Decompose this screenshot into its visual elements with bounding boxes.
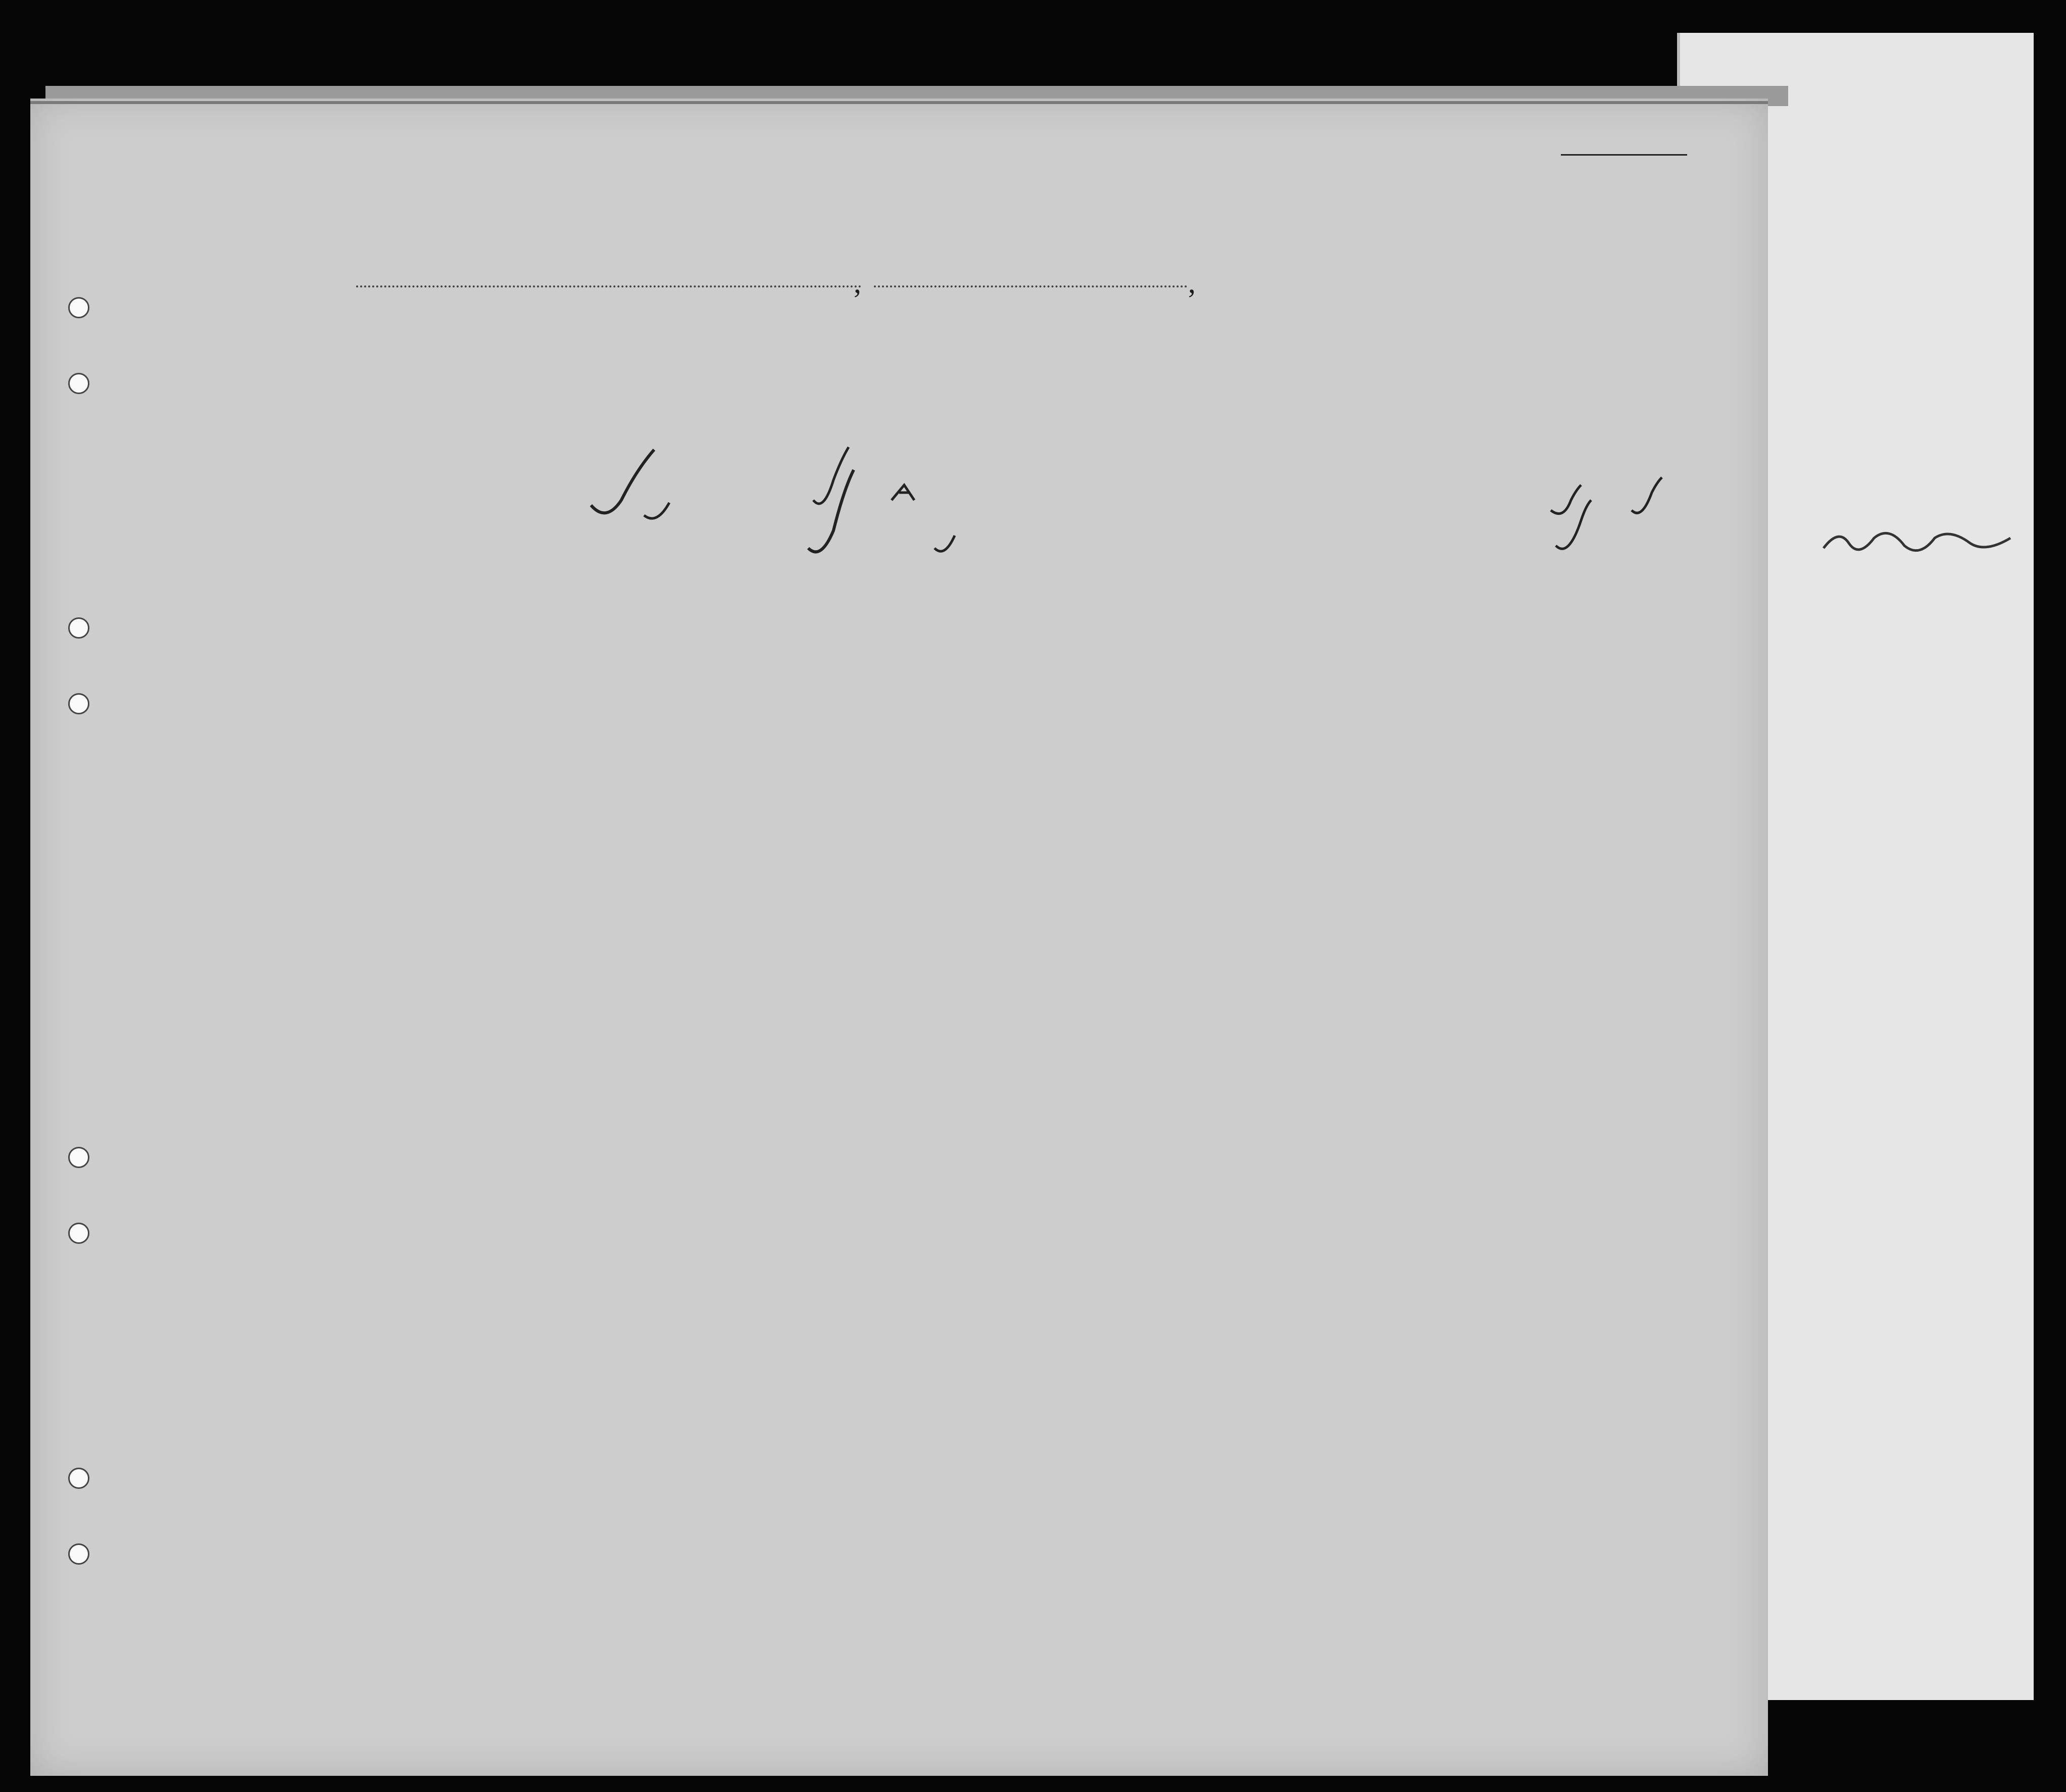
checkmark <box>591 450 654 513</box>
comma-separator: , <box>854 266 861 299</box>
checkmark <box>1556 500 1591 549</box>
checkmark <box>1632 477 1662 513</box>
checkmark <box>934 536 955 551</box>
scribble-stroke <box>1824 533 2010 550</box>
handwritten-mark <box>892 485 914 500</box>
checkmark <box>1551 485 1581 514</box>
handwritten-scribble <box>1818 523 2021 558</box>
checkmark <box>808 470 854 552</box>
checkmark <box>644 503 669 518</box>
comma-separator: , <box>1188 266 1196 299</box>
